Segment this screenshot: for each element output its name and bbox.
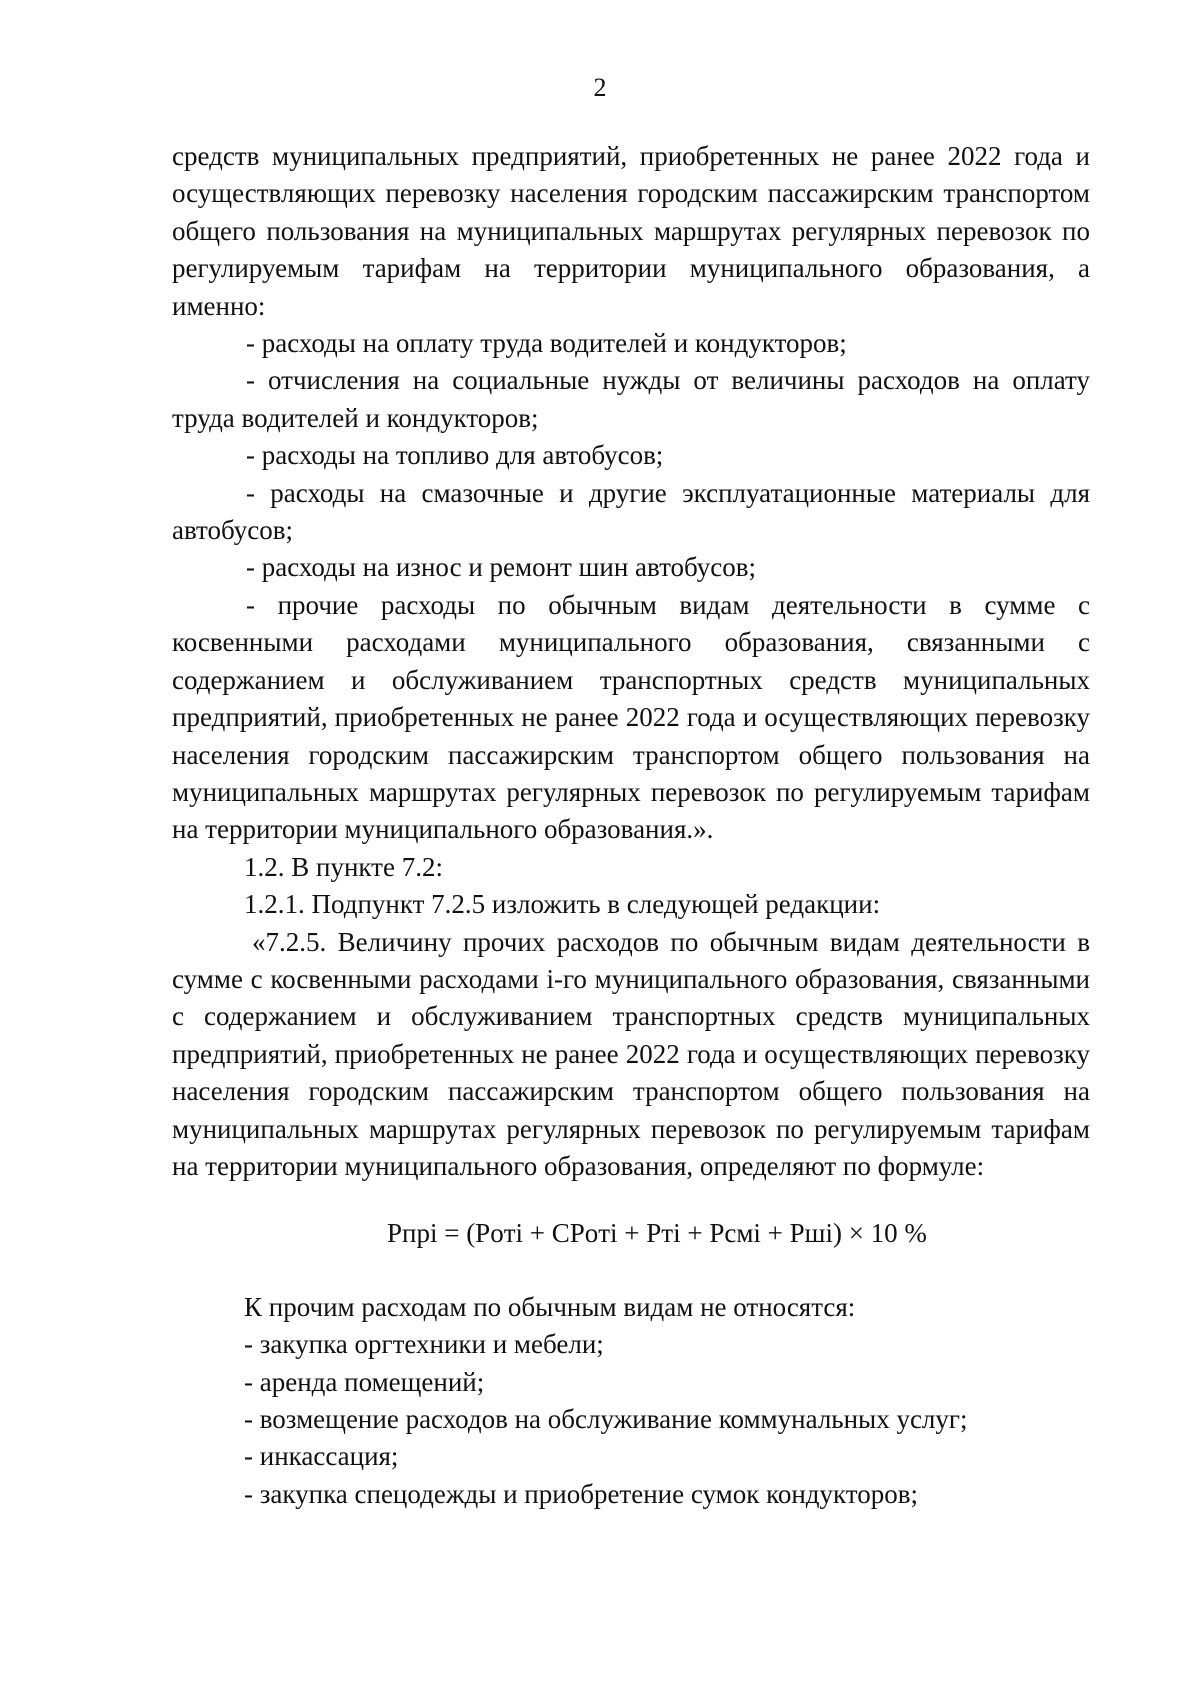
list-item-lubricants: - расходы на смазочные и другие эксплуатационные материалы для автобусов; [172, 477, 1090, 546]
list-item-tires: - расходы на износ и ремонт шин автобусов; [246, 552, 756, 583]
paragraph-continuation: средств муниципальных предприятий, приобретенных не ранее 2022 года и осуществляющих перевозку населения городским пассажирским транспортом общего пользования на муниципальных маршрутах регулярных перевозок по регулируемым тарифам на территории муниципального образования, а именно: [172, 141, 1090, 321]
exclusion-item: - возмещение расходов на обслуживание коммунальных услуг; [244, 1404, 968, 1434]
paragraph-clause-7-2-5: «7.2.5. Величину прочих расходов по обычным видам деятельности в сумме с косвенными расходами i-го муниципального образования, связанными с содержанием и обслуживанием транспортных средств муниципальных предприятий, приобретенных не ранее 2022 года и осуществляющих перевозку населения городским пассажирским транспортом общего пользования на муниципальных маршрутах регулярных перевозок по регулируемым тарифам на территории муниципального образования, определяют по формуле: [172, 926, 1090, 1181]
document-body [172, 138, 1090, 1513]
page-number: 2 [593, 73, 607, 102]
exclusion-item: - аренда помещений; [244, 1366, 485, 1397]
paragraph-clause-1-2: 1.2. В пункте 7.2: [244, 851, 443, 882]
exclusion-item: - закупка спецодежды и приобретение сумок кондукторов; [244, 1478, 918, 1509]
exclusions-heading: К прочим расходам по обычным видам не относятся: [244, 1291, 856, 1322]
list-item-fuel-costs: - расходы на топливо для автобусов; [246, 440, 664, 471]
list-item-social-contributions: - отчисления на социальные нужды от величины расходов на оплату труда водителей и кондукторов; [172, 365, 1090, 433]
list-item-labor-costs: - расходы на оплату труда водителей и кондукторов; [246, 328, 847, 359]
exclusion-item: - инкассация; [244, 1441, 399, 1472]
paragraph-clause-1-2-1: 1.2.1. Подпункт 7.2.5 изложить в следующей редакции: [244, 889, 881, 920]
list-item-other-costs: - прочие расходы по обычным видам деятельности в сумме с косвенными расходами муниципального образования, связанными с содержанием и обслуживанием транспортных средств муниципальных предприятий, приобретенных не ранее 2022 года и осуществляющих перевозку населения городским пассажирским транспортом общего пользования на муниципальных маршрутах регулярных перевозок по регулируемым тарифам на территории муниципального образования.». [172, 589, 1090, 845]
exclusion-item: - закупка оргтехники и мебели; [244, 1329, 604, 1360]
formula: Рпрi = (Рoтi + СРoтi + Ртi + Рсмi + Ршi) × 10 % [387, 1218, 927, 1249]
